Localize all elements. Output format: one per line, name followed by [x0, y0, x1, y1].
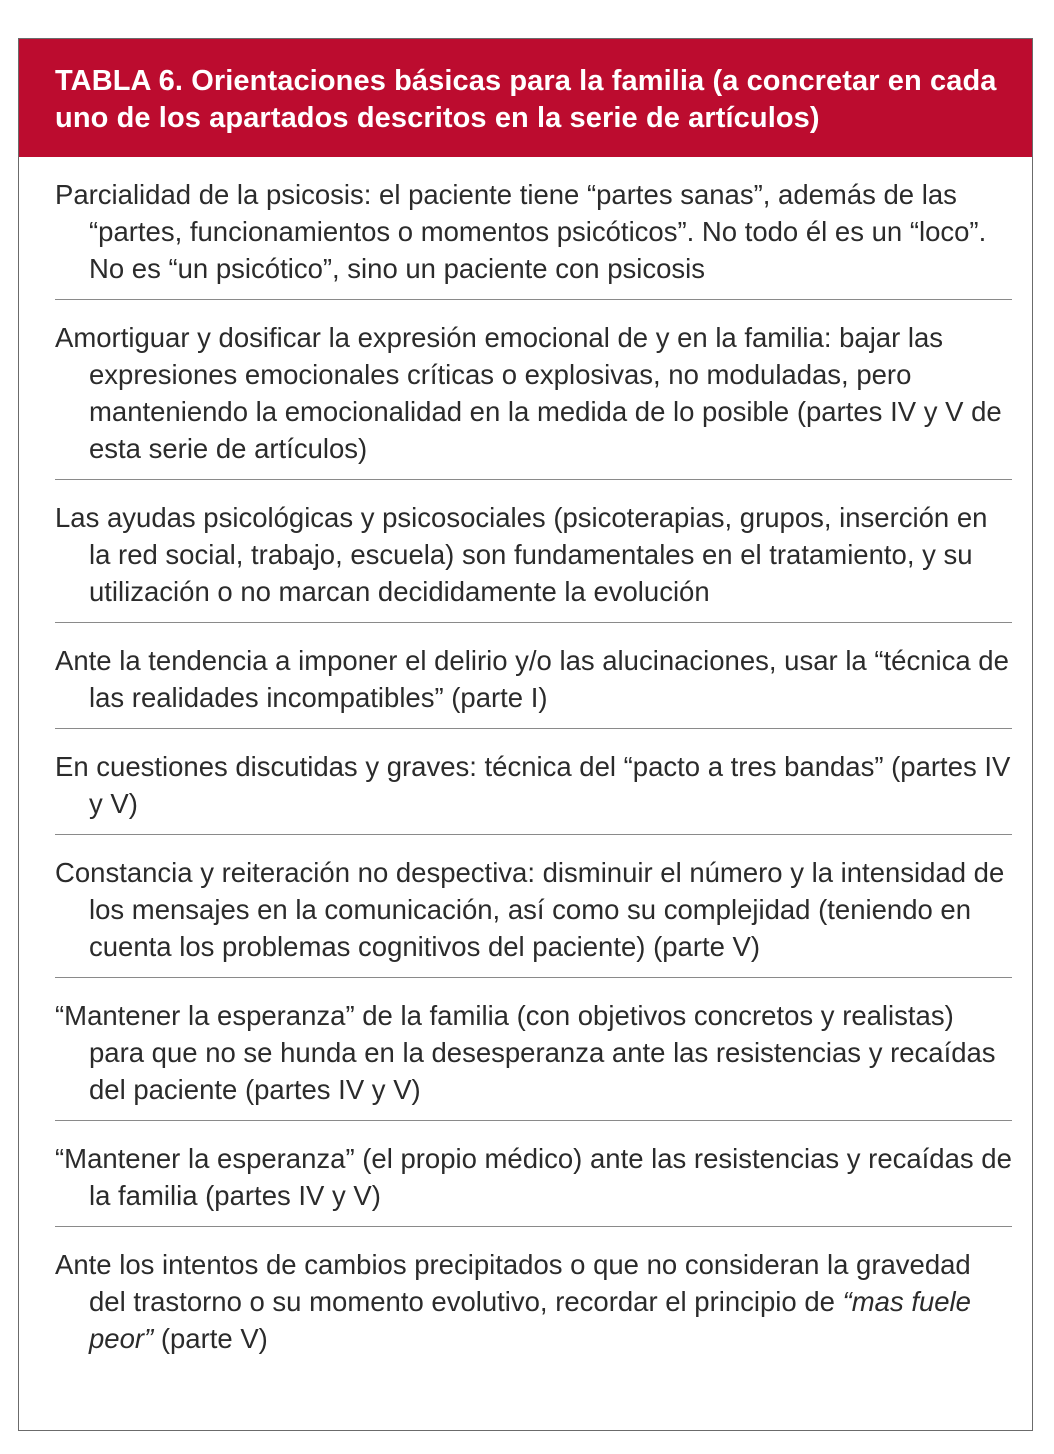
orientations-table: [18, 38, 1033, 1431]
table-row: [55, 300, 1012, 480]
table-row: [55, 157, 1012, 300]
table-row: [55, 1227, 1012, 1369]
row-text: Constancia y reiteración no despectiva: disminuir el número y la intensidad de los mensajes en la comunicación, así como su complejidad (teniendo en cuenta los problemas cognitivos del paciente) (parte V): [55, 857, 1005, 962]
table-row: [55, 835, 1012, 978]
table-body: [19, 157, 1032, 1369]
table-row: [55, 480, 1012, 623]
row-text-before: Ante los intentos de cambios precipitados o que no consideran la gravedad del trastorno o su momento evolutivo, recordar el principio de: [55, 1249, 971, 1317]
row-text: En cuestiones discutidas y graves: técnica del “pacto a tres bandas” (partes IV y V): [55, 751, 1011, 819]
table-row: [55, 729, 1012, 835]
table-header: [19, 39, 1032, 157]
table-title: TABLA 6. Orientaciones básicas para la familia (a concretar en cada uno de los apartados descritos en la serie de artículos): [55, 65, 997, 134]
row-text: “Mantener la esperanza” (el propio médico) ante las resistencias y recaídas de la familia (partes IV y V): [55, 1143, 1012, 1211]
row-text: Ante la tendencia a imponer el delirio y/o las alucinaciones, usar la “técnica de las realidades incompatibles” (parte I): [55, 645, 1009, 713]
row-text: Las ayudas psicológicas y psicosociales (psicoterapias, grupos, inserción en la red social, trabajo, escuela) son fundamentales en el tratamiento, y su utilización o no marcan decididamente la evolución: [55, 502, 988, 607]
table-row: [55, 623, 1012, 729]
table-row: [55, 978, 1012, 1121]
row-text-after: (parte V): [153, 1323, 268, 1354]
row-text: Amortiguar y dosificar la expresión emocional de y en la familia: bajar las expresiones emocionales críticas o explosivas, no moduladas, pero manteniendo la emocionalidad en la medida de lo posible (partes IV y V de esta serie de artículos): [55, 322, 1002, 464]
row-text: Parcialidad de la psicosis: el paciente tiene “partes sanas”, además de las “partes, funcionamientos o momentos psicóticos”. No todo él es un “loco”. No es “un psicótico”, sino un paciente con psicosis: [55, 179, 987, 284]
row-text: [55, 1246, 1012, 1357]
table-row: [55, 1121, 1012, 1227]
row-text: “Mantener la esperanza” de la familia (con objetivos concretos y realistas) para que no se hunda en la desesperanza ante las resistencias y recaídas del paciente (partes IV y V): [55, 1000, 996, 1105]
row-text-italic: “mas fuele peor”: [89, 1286, 971, 1354]
